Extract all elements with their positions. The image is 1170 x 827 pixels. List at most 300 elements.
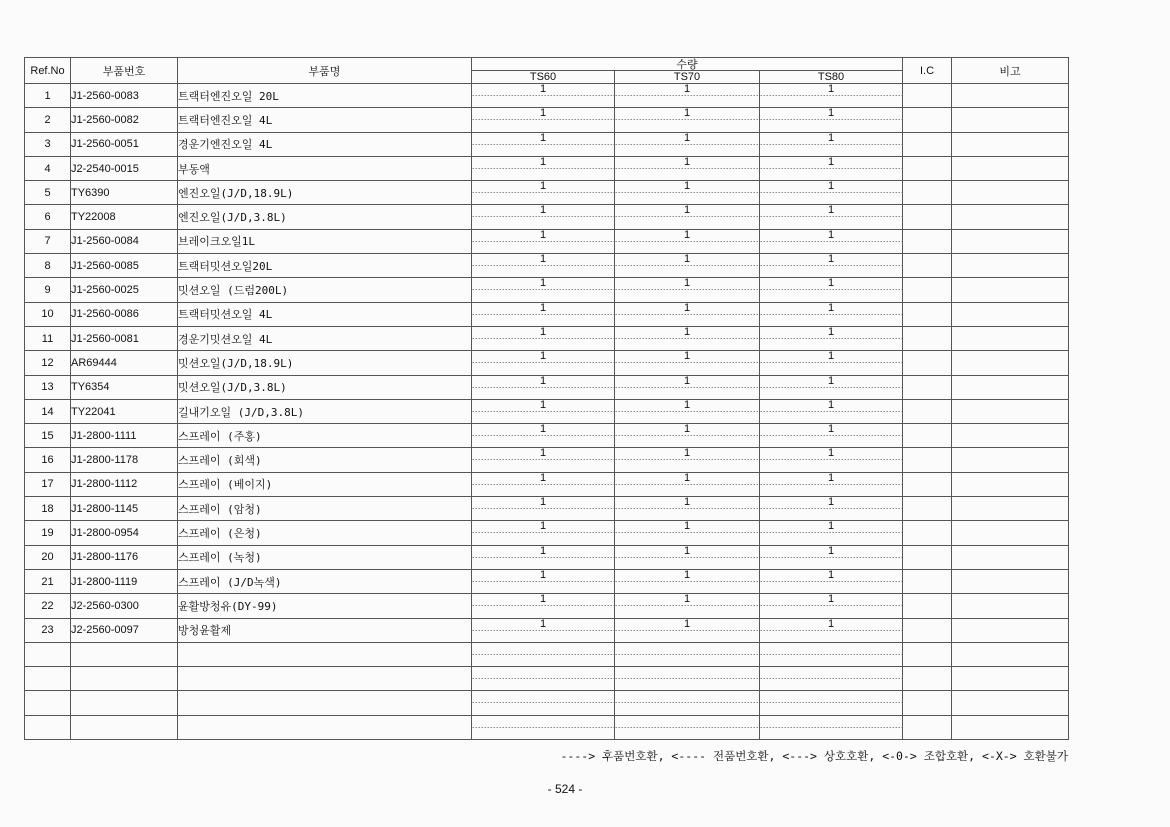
- qty-value-ts80: 1: [827, 618, 835, 630]
- qty-cell-ts60: [472, 399, 615, 423]
- empty-cell: [615, 667, 760, 691]
- qty-cell-ts60: [472, 302, 615, 326]
- qty-value-ts80: 1: [827, 132, 835, 144]
- qty-value-ts70: 1: [683, 107, 691, 120]
- empty-cell: [903, 715, 952, 739]
- qty-cell-ts70: [615, 254, 760, 278]
- ic-cell: [903, 448, 952, 472]
- table-row: [25, 84, 1069, 108]
- empty-cell: [25, 715, 71, 739]
- qty-cell-ts80: [760, 472, 903, 496]
- ref-no-cell: 12: [25, 351, 71, 375]
- table-row: [25, 181, 1069, 205]
- qty-cell-ts80: [760, 497, 903, 521]
- qty-cell-ts60: [472, 351, 615, 375]
- header-part-number: 부품번호: [71, 58, 178, 84]
- qty-value-ts70: 1: [683, 83, 691, 95]
- part-name-cell: 브레이크오일1L: [178, 229, 472, 253]
- qty-value-ts80: 1: [827, 107, 835, 120]
- remarks-cell: [952, 545, 1069, 569]
- table-row: [25, 326, 1069, 350]
- qty-value-ts80: 1: [827, 156, 835, 168]
- ref-no-cell: 22: [25, 594, 71, 618]
- qty-value-ts80: 1: [827, 423, 835, 436]
- ref-no-cell: 6: [25, 205, 71, 229]
- table-row: [25, 472, 1069, 496]
- qty-cell-ts80: [760, 278, 903, 302]
- empty-table-row: [25, 642, 1069, 666]
- ic-cell: [903, 497, 952, 521]
- qty-cell-ts70: [615, 399, 760, 423]
- qty-value-ts70: 1: [683, 520, 691, 533]
- qty-cell-ts80: [760, 254, 903, 278]
- part-name-cell: 스프레이 (은청): [178, 521, 472, 545]
- ic-cell: [903, 351, 952, 375]
- part-name-cell: 부동액: [178, 156, 472, 180]
- qty-cell-ts70: [615, 302, 760, 326]
- part-name-cell: 스프레이 (암청): [178, 497, 472, 521]
- qty-cell-ts80: [760, 521, 903, 545]
- part-number-cell: J1-2560-0082: [71, 108, 178, 132]
- qty-cell-ts60: [472, 375, 615, 399]
- empty-cell: [472, 642, 615, 666]
- ref-no-cell: 1: [25, 84, 71, 108]
- qty-value-ts60: 1: [539, 253, 547, 266]
- ref-no-cell: 11: [25, 326, 71, 350]
- part-number-cell: J1-2800-1119: [71, 569, 178, 593]
- qty-cell-ts80: [760, 302, 903, 326]
- qty-value-ts80: 1: [827, 520, 835, 533]
- qty-value-ts60: 1: [539, 156, 547, 168]
- ref-no-cell: 23: [25, 618, 71, 642]
- ref-no-cell: 17: [25, 472, 71, 496]
- qty-cell-ts60: [472, 278, 615, 302]
- qty-value-ts70: 1: [683, 399, 691, 411]
- table-row: [25, 497, 1069, 521]
- part-number-cell: AR69444: [71, 351, 178, 375]
- qty-cell-ts60: [472, 132, 615, 156]
- qty-cell-ts70: [615, 472, 760, 496]
- ic-cell: [903, 156, 952, 180]
- qty-cell-ts70: [615, 229, 760, 253]
- empty-cell: [472, 715, 615, 739]
- part-name-cell: 경운기엔진오일 4L: [178, 132, 472, 156]
- qty-cell-ts60: [472, 545, 615, 569]
- qty-cell-ts80: [760, 569, 903, 593]
- qty-value-ts70: 1: [683, 447, 691, 460]
- qty-cell-ts70: [615, 181, 760, 205]
- part-name-cell: 경운기밋션오일 4L: [178, 326, 472, 350]
- header-ic: I.C: [903, 58, 952, 84]
- remarks-cell: [952, 472, 1069, 496]
- qty-value-ts60: 1: [539, 399, 547, 411]
- empty-cell: [952, 667, 1069, 691]
- qty-cell-ts60: [472, 254, 615, 278]
- part-number-cell: J1-2560-0086: [71, 302, 178, 326]
- qty-cell-ts80: [760, 156, 903, 180]
- qty-value-ts80: 1: [827, 472, 835, 484]
- qty-cell-ts80: [760, 399, 903, 423]
- qty-cell-ts70: [615, 278, 760, 302]
- part-name-cell: 스프레이 (회색): [178, 448, 472, 472]
- qty-value-ts60: 1: [539, 302, 547, 314]
- qty-cell-ts70: [615, 156, 760, 180]
- part-number-cell: TY6354: [71, 375, 178, 399]
- qty-cell-ts80: [760, 205, 903, 229]
- qty-cell-ts70: [615, 326, 760, 350]
- qty-value-ts80: 1: [827, 569, 835, 581]
- part-name-cell: 방청윤활제: [178, 618, 472, 642]
- table-row: [25, 424, 1069, 448]
- qty-value-ts80: 1: [827, 326, 835, 338]
- empty-cell: [178, 691, 472, 715]
- table-row: [25, 521, 1069, 545]
- header-ref-no: Ref.No: [25, 58, 71, 84]
- ic-cell: [903, 424, 952, 448]
- part-number-cell: J1-2560-0051: [71, 132, 178, 156]
- qty-value-ts70: 1: [683, 569, 691, 581]
- qty-cell-ts70: [615, 205, 760, 229]
- empty-cell: [25, 667, 71, 691]
- header-model-ts80: TS80: [760, 71, 903, 84]
- qty-value-ts60: 1: [539, 520, 547, 533]
- qty-value-ts60: 1: [539, 618, 547, 630]
- ref-no-cell: 16: [25, 448, 71, 472]
- part-name-cell: 윤활방청유(DY-99): [178, 594, 472, 618]
- empty-cell: [760, 667, 903, 691]
- ic-cell: [903, 569, 952, 593]
- part-number-cell: J1-2800-0954: [71, 521, 178, 545]
- qty-cell-ts80: [760, 229, 903, 253]
- qty-cell-ts60: [472, 205, 615, 229]
- remarks-cell: [952, 229, 1069, 253]
- ic-cell: [903, 375, 952, 399]
- header-model-ts70: TS70: [615, 71, 760, 84]
- table-row: [25, 302, 1069, 326]
- qty-cell-ts70: [615, 108, 760, 132]
- qty-cell-ts70: [615, 351, 760, 375]
- qty-cell-ts70: [615, 84, 760, 108]
- remarks-cell: [952, 448, 1069, 472]
- qty-value-ts60: 1: [539, 423, 547, 436]
- qty-value-ts60: 1: [539, 496, 547, 509]
- part-number-cell: J1-2560-0081: [71, 326, 178, 350]
- part-number-cell: J1-2560-0084: [71, 229, 178, 253]
- empty-cell: [25, 691, 71, 715]
- qty-value-ts80: 1: [827, 277, 835, 290]
- qty-cell-ts70: [615, 618, 760, 642]
- ref-no-cell: 9: [25, 278, 71, 302]
- qty-value-ts60: 1: [539, 472, 547, 484]
- part-name-cell: 밋션오일(J/D,3.8L): [178, 375, 472, 399]
- part-number-cell: TY22008: [71, 205, 178, 229]
- empty-cell: [25, 642, 71, 666]
- part-number-cell: J2-2540-0015: [71, 156, 178, 180]
- remarks-cell: [952, 618, 1069, 642]
- ref-no-cell: 5: [25, 181, 71, 205]
- qty-value-ts80: 1: [827, 447, 835, 460]
- part-number-cell: J2-2560-0097: [71, 618, 178, 642]
- page-number: - 524 -: [547, 782, 583, 796]
- part-name-cell: 엔진오일(J/D,18.9L): [178, 181, 472, 205]
- part-number-cell: J1-2800-1111: [71, 424, 178, 448]
- qty-cell-ts80: [760, 594, 903, 618]
- empty-cell: [71, 667, 178, 691]
- ic-cell: [903, 181, 952, 205]
- qty-cell-ts60: [472, 84, 615, 108]
- ref-no-cell: 15: [25, 424, 71, 448]
- empty-cell: [615, 715, 760, 739]
- remarks-cell: [952, 84, 1069, 108]
- table-row: [25, 156, 1069, 180]
- table-row: [25, 254, 1069, 278]
- table-row: [25, 618, 1069, 642]
- qty-value-ts60: 1: [539, 83, 547, 95]
- ref-no-cell: 13: [25, 375, 71, 399]
- empty-cell: [615, 691, 760, 715]
- part-name-cell: 트랙터밋션오일 4L: [178, 302, 472, 326]
- qty-cell-ts80: [760, 132, 903, 156]
- empty-cell: [472, 667, 615, 691]
- empty-cell: [71, 642, 178, 666]
- ic-cell: [903, 618, 952, 642]
- empty-cell: [472, 691, 615, 715]
- table-row: [25, 278, 1069, 302]
- qty-value-ts60: 1: [539, 132, 547, 144]
- ic-cell: [903, 399, 952, 423]
- ref-no-cell: 20: [25, 545, 71, 569]
- part-name-cell: 트랙터밋션오일20L: [178, 254, 472, 278]
- empty-cell: [903, 667, 952, 691]
- interchange-legend: ----> 후품번호환, <---- 전품번호환, <---> 상호호환, <-0-> 조합호환, <-X-> 호환불가: [560, 749, 1068, 763]
- remarks-cell: [952, 521, 1069, 545]
- qty-cell-ts70: [615, 569, 760, 593]
- remarks-cell: [952, 132, 1069, 156]
- qty-value-ts70: 1: [683, 229, 691, 241]
- remarks-cell: [952, 351, 1069, 375]
- qty-value-ts60: 1: [539, 350, 547, 363]
- part-number-cell: J1-2560-0083: [71, 84, 178, 108]
- header-remarks: 비고: [952, 58, 1069, 84]
- part-number-cell: J1-2800-1112: [71, 472, 178, 496]
- qty-value-ts70: 1: [683, 375, 691, 387]
- qty-cell-ts80: [760, 108, 903, 132]
- empty-cell: [952, 642, 1069, 666]
- ic-cell: [903, 302, 952, 326]
- qty-cell-ts60: [472, 108, 615, 132]
- qty-value-ts60: 1: [539, 447, 547, 460]
- qty-cell-ts80: [760, 545, 903, 569]
- remarks-cell: [952, 205, 1069, 229]
- ref-no-cell: 21: [25, 569, 71, 593]
- qty-cell-ts80: [760, 375, 903, 399]
- empty-cell: [760, 691, 903, 715]
- qty-cell-ts70: [615, 545, 760, 569]
- part-number-cell: J2-2560-0300: [71, 594, 178, 618]
- table-row: [25, 205, 1069, 229]
- qty-cell-ts80: [760, 618, 903, 642]
- qty-value-ts70: 1: [683, 180, 691, 193]
- qty-value-ts70: 1: [683, 253, 691, 266]
- table-row: [25, 132, 1069, 156]
- qty-cell-ts80: [760, 326, 903, 350]
- part-name-cell: 밋션오일 (드럼200L): [178, 278, 472, 302]
- qty-value-ts70: 1: [683, 156, 691, 168]
- part-number-cell: J1-2560-0085: [71, 254, 178, 278]
- qty-value-ts70: 1: [683, 545, 691, 557]
- part-name-cell: 길내기오일 (J/D,3.8L): [178, 399, 472, 423]
- qty-value-ts80: 1: [827, 350, 835, 363]
- qty-cell-ts60: [472, 521, 615, 545]
- table-row: [25, 569, 1069, 593]
- ic-cell: [903, 108, 952, 132]
- empty-cell: [178, 642, 472, 666]
- qty-value-ts80: 1: [827, 180, 835, 193]
- part-number-cell: J1-2800-1178: [71, 448, 178, 472]
- ref-no-cell: 19: [25, 521, 71, 545]
- qty-value-ts80: 1: [827, 302, 835, 314]
- empty-cell: [615, 642, 760, 666]
- part-number-cell: J1-2800-1176: [71, 545, 178, 569]
- qty-value-ts80: 1: [827, 375, 835, 387]
- header-part-name: 부품명: [178, 58, 472, 84]
- qty-cell-ts70: [615, 375, 760, 399]
- ic-cell: [903, 594, 952, 618]
- empty-cell: [71, 715, 178, 739]
- qty-value-ts60: 1: [539, 107, 547, 120]
- qty-cell-ts70: [615, 132, 760, 156]
- empty-cell: [178, 667, 472, 691]
- qty-value-ts80: 1: [827, 229, 835, 241]
- qty-cell-ts70: [615, 594, 760, 618]
- ref-no-cell: 10: [25, 302, 71, 326]
- qty-cell-ts80: [760, 181, 903, 205]
- qty-cell-ts80: [760, 448, 903, 472]
- part-name-cell: 스프레이 (베이지): [178, 472, 472, 496]
- empty-cell: [903, 691, 952, 715]
- qty-value-ts70: 1: [683, 618, 691, 630]
- table-body: [25, 84, 1069, 740]
- remarks-cell: [952, 108, 1069, 132]
- ref-no-cell: 2: [25, 108, 71, 132]
- qty-cell-ts60: [472, 181, 615, 205]
- qty-value-ts70: 1: [683, 204, 691, 217]
- ic-cell: [903, 521, 952, 545]
- part-number-cell: J1-2560-0025: [71, 278, 178, 302]
- empty-table-row: [25, 667, 1069, 691]
- qty-cell-ts80: [760, 424, 903, 448]
- ic-cell: [903, 84, 952, 108]
- ic-cell: [903, 545, 952, 569]
- remarks-cell: [952, 302, 1069, 326]
- remarks-cell: [952, 254, 1069, 278]
- remarks-cell: [952, 156, 1069, 180]
- qty-cell-ts60: [472, 497, 615, 521]
- table-row: [25, 375, 1069, 399]
- qty-value-ts60: 1: [539, 593, 547, 606]
- qty-value-ts60: 1: [539, 204, 547, 217]
- remarks-cell: [952, 594, 1069, 618]
- empty-table-row: [25, 715, 1069, 739]
- part-name-cell: 트랙터엔진오일 20L: [178, 84, 472, 108]
- ic-cell: [903, 326, 952, 350]
- table-row: [25, 351, 1069, 375]
- empty-cell: [178, 715, 472, 739]
- qty-value-ts60: 1: [539, 545, 547, 557]
- remarks-cell: [952, 181, 1069, 205]
- qty-cell-ts60: [472, 618, 615, 642]
- empty-cell: [760, 642, 903, 666]
- empty-table-row: [25, 691, 1069, 715]
- ic-cell: [903, 132, 952, 156]
- qty-value-ts60: 1: [539, 180, 547, 193]
- part-number-cell: TY6390: [71, 181, 178, 205]
- part-name-cell: 트랙터엔진오일 4L: [178, 108, 472, 132]
- qty-value-ts80: 1: [827, 593, 835, 606]
- qty-cell-ts70: [615, 424, 760, 448]
- ref-no-cell: 18: [25, 497, 71, 521]
- header-quantity: 수량: [472, 58, 903, 71]
- table-row: [25, 229, 1069, 253]
- table-row: [25, 399, 1069, 423]
- qty-cell-ts60: [472, 156, 615, 180]
- ref-no-cell: 14: [25, 399, 71, 423]
- qty-cell-ts60: [472, 326, 615, 350]
- ref-no-cell: 8: [25, 254, 71, 278]
- remarks-cell: [952, 497, 1069, 521]
- qty-value-ts70: 1: [683, 302, 691, 314]
- ref-no-cell: 4: [25, 156, 71, 180]
- parts-table: [24, 57, 1069, 740]
- qty-cell-ts60: [472, 424, 615, 448]
- qty-cell-ts60: [472, 594, 615, 618]
- empty-cell: [952, 691, 1069, 715]
- part-number-cell: J1-2800-1145: [71, 497, 178, 521]
- qty-value-ts80: 1: [827, 204, 835, 217]
- ref-no-cell: 7: [25, 229, 71, 253]
- empty-cell: [952, 715, 1069, 739]
- ref-no-cell: 3: [25, 132, 71, 156]
- remarks-cell: [952, 326, 1069, 350]
- remarks-cell: [952, 569, 1069, 593]
- qty-cell-ts60: [472, 229, 615, 253]
- empty-cell: [903, 642, 952, 666]
- table-row: [25, 594, 1069, 618]
- qty-value-ts60: 1: [539, 229, 547, 241]
- remarks-cell: [952, 424, 1069, 448]
- qty-value-ts80: 1: [827, 496, 835, 509]
- qty-cell-ts80: [760, 84, 903, 108]
- ic-cell: [903, 205, 952, 229]
- qty-value-ts70: 1: [683, 496, 691, 509]
- qty-value-ts60: 1: [539, 277, 547, 290]
- empty-cell: [71, 691, 178, 715]
- ic-cell: [903, 278, 952, 302]
- table-row: [25, 545, 1069, 569]
- ic-cell: [903, 472, 952, 496]
- qty-value-ts60: 1: [539, 375, 547, 387]
- qty-cell-ts70: [615, 448, 760, 472]
- qty-cell-ts70: [615, 497, 760, 521]
- qty-cell-ts70: [615, 521, 760, 545]
- qty-value-ts80: 1: [827, 545, 835, 557]
- qty-value-ts70: 1: [683, 593, 691, 606]
- header-model-ts60: TS60: [472, 71, 615, 84]
- ic-cell: [903, 229, 952, 253]
- qty-value-ts70: 1: [683, 277, 691, 290]
- part-name-cell: 스프레이 (주홍): [178, 424, 472, 448]
- table-row: [25, 448, 1069, 472]
